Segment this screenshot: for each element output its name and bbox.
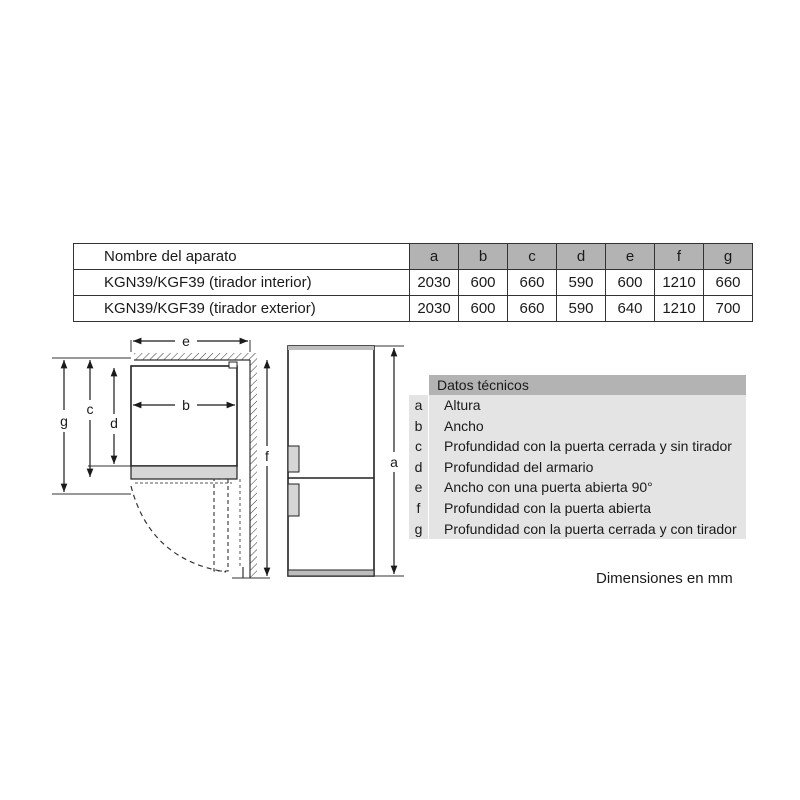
- list-item: [409, 436, 746, 457]
- cell-f: 1210: [655, 270, 704, 296]
- units-caption: Dimensiones en mm: [596, 570, 733, 587]
- list-item: [409, 477, 746, 498]
- list-item: [409, 498, 746, 519]
- header-col-b: b: [459, 244, 508, 270]
- legend-key: d: [409, 457, 429, 478]
- list-item: [409, 457, 746, 478]
- fridge-top-trim: [288, 346, 374, 350]
- header-col-d: d: [557, 244, 606, 270]
- cell-g: 660: [704, 270, 753, 296]
- legend-desc: Profundidad con la puerta cerrada y sin tirador: [429, 436, 746, 457]
- label-f: f: [265, 448, 269, 464]
- legend-key: a: [409, 395, 429, 416]
- cell-e: 640: [606, 296, 655, 322]
- header-col-e: e: [606, 244, 655, 270]
- cell-b: 600: [459, 270, 508, 296]
- technical-data-legend: [409, 375, 746, 539]
- header-name: Nombre del aparato: [74, 244, 410, 270]
- legend-key: b: [409, 416, 429, 437]
- header-col-c: c: [508, 244, 557, 270]
- cell-e: 600: [606, 270, 655, 296]
- legend-desc: Ancho: [429, 416, 746, 437]
- list-item: [409, 519, 746, 540]
- cell-c: 660: [508, 296, 557, 322]
- list-item: [409, 416, 746, 437]
- hinge-top: [229, 362, 237, 368]
- side-view: [288, 346, 404, 576]
- back-wall-hatch: [134, 353, 250, 360]
- legend-key: e: [409, 477, 429, 498]
- fridge-body: [288, 346, 374, 576]
- legend-desc: Profundidad del armario: [429, 457, 746, 478]
- legend-key: g: [409, 519, 429, 540]
- side-wall-hatch: [250, 353, 257, 578]
- fridge-base: [288, 570, 374, 576]
- row-name: KGN39/KGF39 (tirador exterior): [74, 296, 410, 322]
- lower-handle: [288, 484, 299, 516]
- label-a: a: [390, 454, 398, 470]
- cell-a: 2030: [410, 296, 459, 322]
- legend-key: f: [409, 498, 429, 519]
- upper-handle: [288, 446, 299, 472]
- label-d: d: [110, 415, 118, 431]
- cell-d: 590: [557, 270, 606, 296]
- cell-g: 700: [704, 296, 753, 322]
- legend-desc: Altura: [429, 395, 746, 416]
- legend-desc: Profundidad con la puerta abierta: [429, 498, 746, 519]
- list-item: [409, 395, 746, 416]
- legend-title: Datos técnicos: [429, 375, 746, 395]
- cell-f: 1210: [655, 296, 704, 322]
- cell-a: 2030: [410, 270, 459, 296]
- top-view: [52, 333, 270, 578]
- row-name: KGN39/KGF39 (tirador interior): [74, 270, 410, 296]
- label-c: c: [86, 401, 94, 417]
- door-swing-arc: [131, 486, 226, 572]
- open-door: [214, 479, 228, 571]
- cell-c: 660: [508, 270, 557, 296]
- cell-b: 600: [459, 296, 508, 322]
- header-col-a: a: [410, 244, 459, 270]
- legend-desc: Profundidad con la puerta cerrada y con tirador: [429, 519, 746, 540]
- closed-door: [131, 466, 237, 479]
- header-col-g: g: [704, 244, 753, 270]
- header-col-f: f: [655, 244, 704, 270]
- label-g: g: [60, 413, 68, 429]
- legend-key: c: [409, 436, 429, 457]
- legend-desc: Ancho con una puerta abierta 90°: [429, 477, 746, 498]
- label-e: e: [182, 333, 190, 349]
- cell-d: 590: [557, 296, 606, 322]
- cabinet-body: [131, 366, 237, 466]
- label-b: b: [182, 397, 190, 413]
